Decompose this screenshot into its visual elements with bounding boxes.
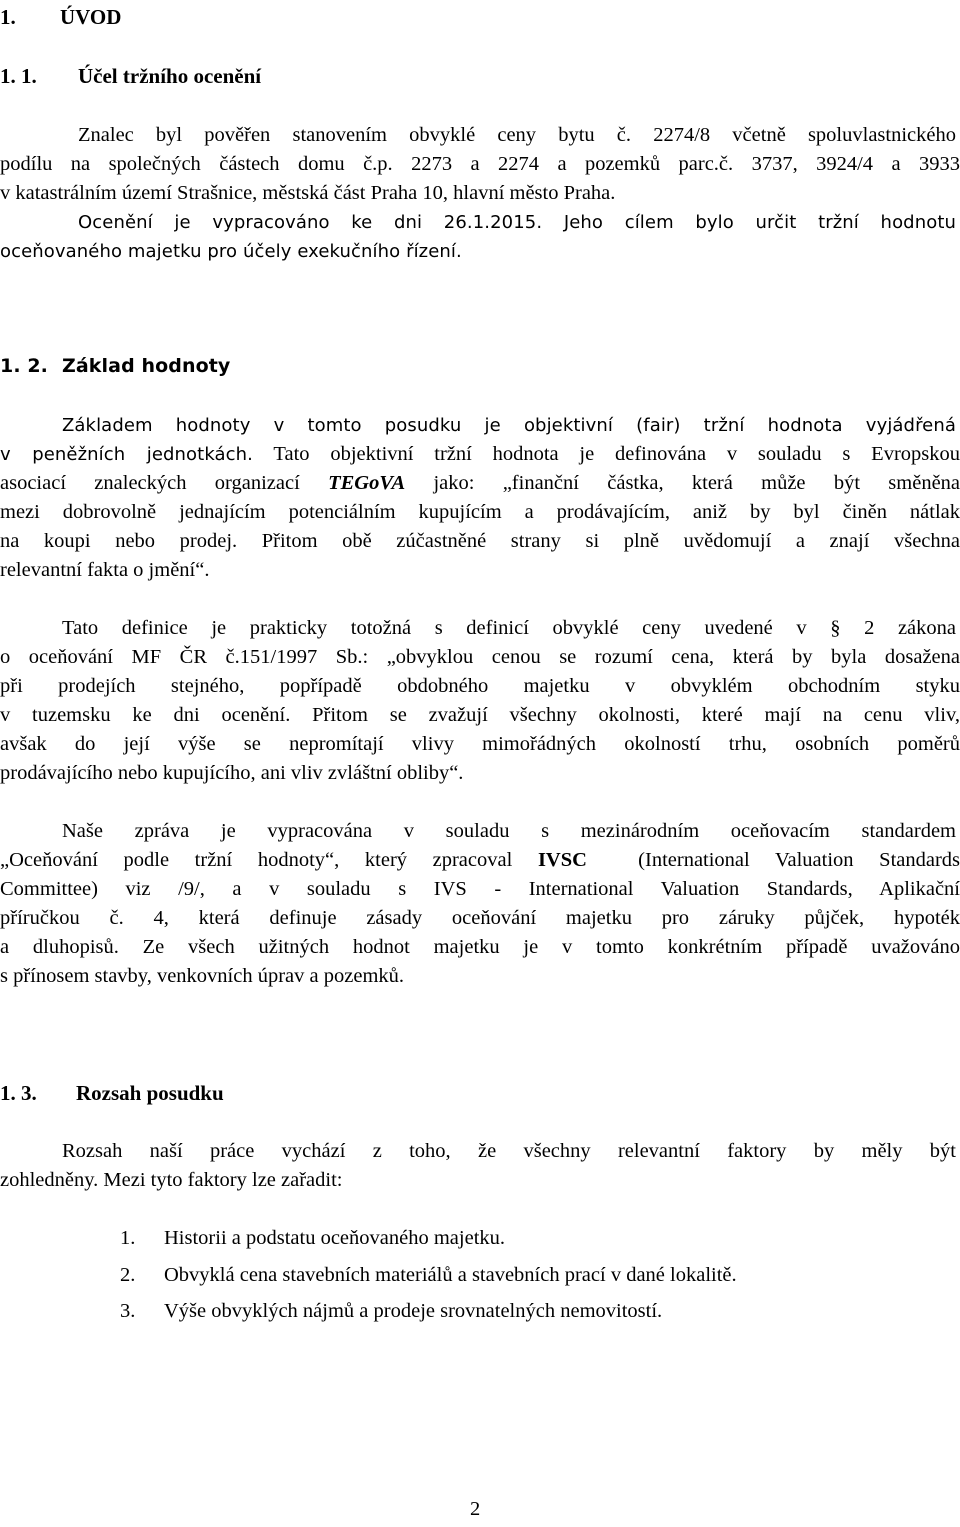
section-1-3-heading	[0, 1079, 224, 1108]
list-item	[120, 1261, 737, 1290]
section-number: 1. 2.	[0, 355, 48, 377]
list-item	[120, 1297, 662, 1326]
text-line	[0, 208, 956, 237]
section-title: Účel tržního ocenění	[78, 64, 262, 88]
list-text: Obvyklá cena stavebních materiálů a stavebních prací v dané lokalitě.	[164, 1264, 737, 1286]
text-run: jako: „finanční částka, která může být směněna	[433, 472, 960, 494]
text-run: asociací znaleckých organizací	[0, 472, 300, 494]
text-line: Committee) viz /9/, a v souladu s IVS - International Valuation Standards, Aplikační	[0, 878, 960, 900]
text-run: „Oceňování podle tržní hodnoty“, který zpracoval	[0, 849, 513, 871]
paragraph-standards	[0, 817, 960, 991]
text-line	[0, 846, 960, 875]
section-1-heading	[0, 3, 121, 32]
text-line: v tuzemsku ke dni ocenění. Přitom se zvažují všechny okolnosti, které mají na cenu vliv,	[0, 704, 960, 726]
text-line: podílu na společných částech domu č.p. 2273 a 2274 a pozemků parc.č. 3737, 3924/4 a 3933	[0, 153, 960, 175]
page-number: 2	[470, 1498, 481, 1520]
ivsc-acronym: IVSC	[537, 849, 587, 871]
text-line: v katastrálním území Strašnice, městská část Praha 10, hlavní město Praha.	[0, 182, 616, 204]
text-line: avšak do její výše se nepromítají vlivy mimořádných okolností trhu, osobních poměrů	[0, 733, 960, 755]
list-number: 3.	[120, 1300, 136, 1322]
text-line: a dluhopisů. Ze všech užitných hodnot majetku je v tomto konkrétním případě uvažováno	[0, 936, 960, 958]
text-run: (International Valuation Standards	[638, 849, 960, 871]
list-text: Historii a podstatu oceňovaného majetku.	[164, 1227, 506, 1249]
text-line: Základem hodnoty v tomto posudku je objektivní (fair) tržní hodnota vyjádřená	[62, 415, 956, 436]
text-line: příručkou č. 4, která definuje zásady oceňování majetku pro záruky půjček, hypoték	[0, 907, 960, 929]
list-number: 2.	[120, 1264, 136, 1286]
text-line: Tato definice je prakticky totožná s definicí obvyklé ceny uvedené v § 2 zákona	[62, 617, 956, 639]
section-number: 1. 1.	[0, 64, 37, 88]
text-line: zohledněny. Mezi tyto faktory lze zařadit:	[0, 1169, 343, 1191]
section-title: Rozsah posudku	[76, 1081, 224, 1105]
list-text: Výše obvyklých nájmů a prodeje srovnatelných nemovitostí.	[164, 1300, 663, 1322]
text-line: Naše zpráva je vypracována v souladu s mezinárodním oceňovacím standardem	[62, 820, 956, 842]
text-line: prodávajícího nebo kupujícího, ani vliv zvláštní obliby“.	[0, 762, 464, 784]
text-line: na koupi nebo prodej. Přitom obě zúčastněné strany si plně uvědomují a znají všechna	[0, 530, 960, 552]
text-run: Tato objektivní tržní hodnota je definována v souladu s Evropskou	[273, 443, 960, 465]
text-line: relevantní fakta o jmění“.	[0, 559, 210, 581]
section-number: 1. 3.	[0, 1081, 37, 1105]
text-run: Ocenění je vypracováno ke dni 26.1.2015.	[78, 212, 543, 233]
text-line: Znalec byl pověřen stanovením obvyklé ceny bytu č. 2274/8 včetně spoluvlastnického	[78, 124, 956, 146]
text-line: oceňovaného majetku pro účely exekučního řízení.	[0, 241, 462, 262]
text-line: Rozsah naší práce vychází z toho, že všechny relevantní faktory by měly být	[62, 1140, 956, 1162]
text-line: o oceňování MF ČR č.151/1997 Sb.: „obvyklou cenou se rozumí cena, která by byla dosažena	[0, 646, 960, 668]
text-line: při prodejích stejného, popřípadě obdobného majetku v obvyklém obchodním styku	[0, 675, 960, 697]
text-line: s přínosem stavby, venkovních úprav a pozemků.	[0, 965, 405, 987]
section-1-2-heading	[0, 352, 230, 381]
list-item	[120, 1224, 505, 1253]
text-run: v peněžních jednotkách.	[0, 444, 253, 465]
section-1-1-heading	[0, 62, 261, 91]
paragraph-purpose	[0, 121, 960, 266]
text-line: mezi dobrovolně jednajícím potenciálním kupujícím a prodávajícím, aniž by byl činěn nátlak	[0, 501, 960, 523]
tegova-acronym: TEGoVA	[328, 472, 406, 494]
text-line	[0, 469, 960, 498]
list-number: 1.	[120, 1227, 136, 1249]
text-line	[0, 440, 960, 469]
section-number: 1.	[0, 5, 16, 29]
section-title: ÚVOD	[60, 5, 122, 29]
paragraph-scope	[0, 1137, 960, 1195]
paragraph-definition	[0, 614, 960, 788]
section-title: Základ hodnoty	[62, 355, 231, 377]
text-run: Jeho cílem bylo určit tržní hodnotu	[563, 212, 956, 233]
paragraph-basis-of-value	[0, 411, 960, 585]
